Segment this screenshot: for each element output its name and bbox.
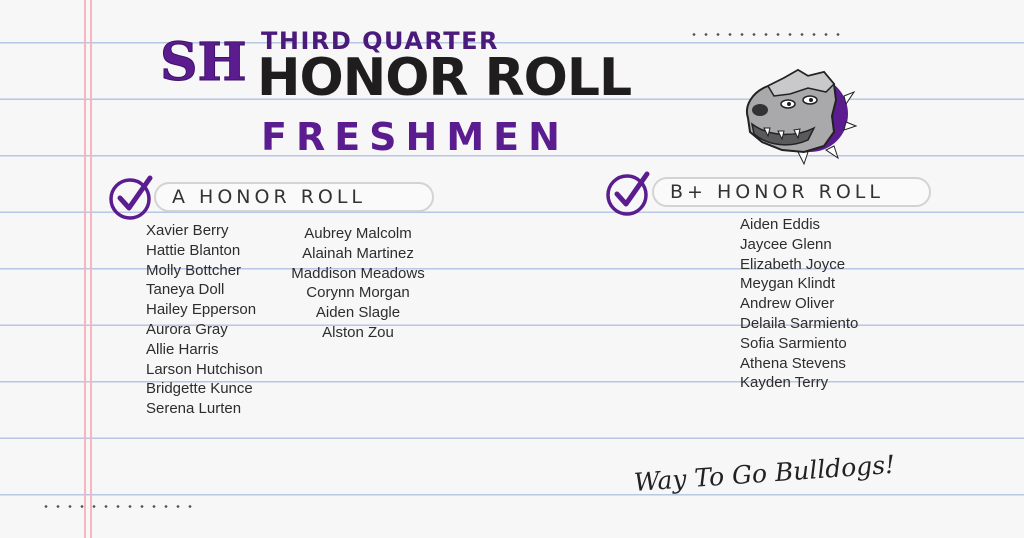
list-item: Alston Zou xyxy=(322,323,394,341)
margin-line-right xyxy=(90,0,92,538)
dotted-line-bottom xyxy=(40,505,196,508)
subtitle: THIRD QUARTER xyxy=(261,27,500,55)
list-item: Andrew Oliver xyxy=(740,295,835,313)
list-item: Taneya Doll xyxy=(146,281,225,299)
mascot-nose xyxy=(752,104,768,116)
list-item: Kayden Terry xyxy=(740,374,829,392)
list-item: Aiden Slagle xyxy=(315,304,401,322)
list-item: Meygan Klindt xyxy=(740,275,836,293)
list-item: Molly Bottcher xyxy=(146,261,242,279)
list-item: Sofia Sarmiento xyxy=(740,334,847,352)
list-item: Xavier Berry xyxy=(146,222,229,239)
list-item: Alainah Martinez xyxy=(302,244,414,262)
list-item: Bridgette Kunce xyxy=(146,380,253,398)
sh-logo-icon xyxy=(158,32,247,118)
list-item: Jaycee Glenn xyxy=(740,235,832,253)
list-item: Allie Harris xyxy=(146,340,219,358)
logo-letter-s: SH xyxy=(160,32,247,93)
section-header-b-plus-honor-roll xyxy=(605,170,935,204)
list-item: Serena Lurten xyxy=(146,400,242,418)
bulldog-mascot-icon xyxy=(738,66,853,166)
list-item: Corynn Morgan xyxy=(306,284,410,302)
list-item: Athena Stevens xyxy=(740,354,846,372)
grade-heading: FRESHMEN xyxy=(261,115,569,159)
checkmark-circle-icon xyxy=(108,174,154,220)
list-item: Hailey Epperson xyxy=(146,301,257,319)
list-item: Delaila Sarmiento xyxy=(740,314,859,332)
list-item: Aurora Gray xyxy=(146,320,228,338)
a-honor-roll-column-1 xyxy=(146,221,286,419)
section-label-a-honor-roll: A HONOR ROLL xyxy=(154,182,434,212)
checkmark-circle-icon xyxy=(605,170,651,216)
tagline: Way To Go Bulldogs! xyxy=(632,449,896,497)
a-honor-roll-column-2 xyxy=(283,224,433,343)
list-item: Aubrey Malcolm xyxy=(304,225,412,242)
dotted-line-top xyxy=(688,33,844,36)
page-title: HONOR ROLL xyxy=(257,48,632,108)
margin-line-left xyxy=(84,0,86,538)
list-item: Aiden Eddis xyxy=(740,216,821,233)
list-item: Larson Hutchison xyxy=(146,360,263,378)
list-item: Maddison Meadows xyxy=(291,264,425,282)
list-item: Hattie Blanton xyxy=(146,241,241,259)
list-item: Elizabeth Joyce xyxy=(740,255,846,273)
section-label-b-plus-honor-roll: B+ HONOR ROLL xyxy=(652,177,931,207)
b-plus-honor-roll-list xyxy=(740,215,900,393)
section-header-a-honor-roll xyxy=(108,174,438,208)
